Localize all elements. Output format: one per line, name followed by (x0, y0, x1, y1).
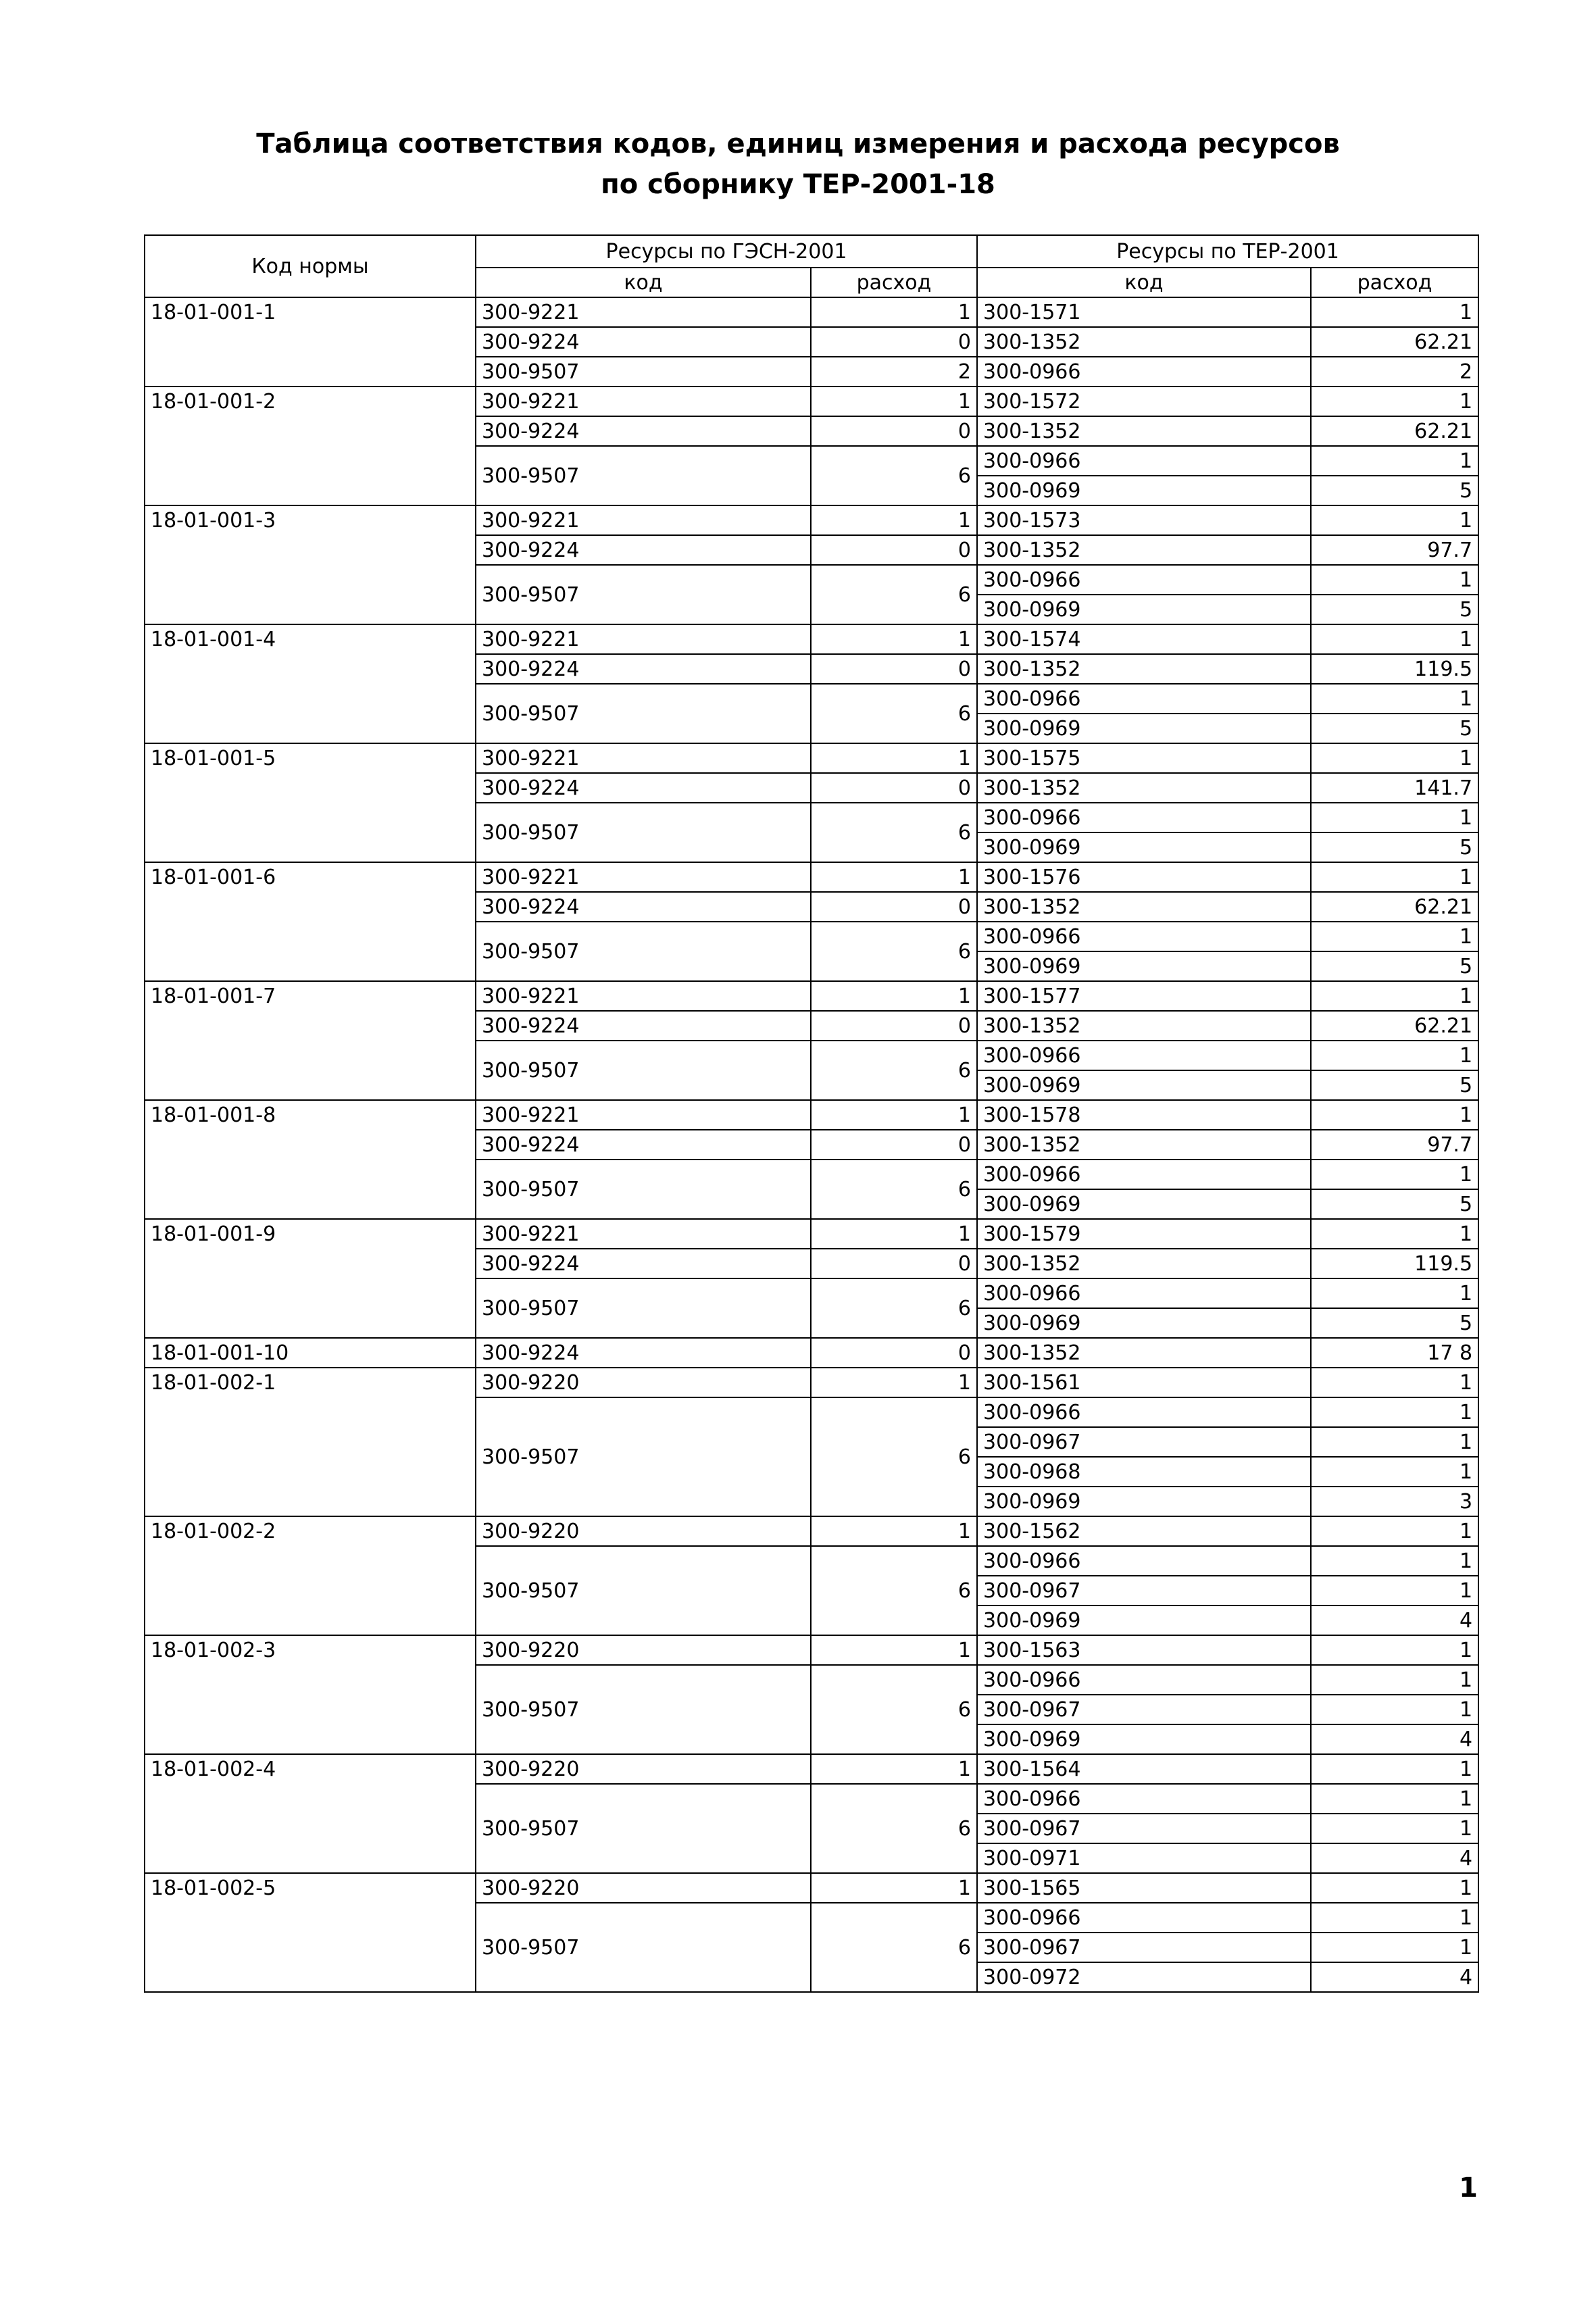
ter-amount-cell: 1 (1311, 1457, 1478, 1487)
ter-amount-cell: 1 (1311, 922, 1478, 951)
gesn-code-cell: 300-9507 (476, 922, 811, 981)
gesn-amount-cell: 1 (811, 297, 977, 327)
gesn-amount-cell: 6 (811, 1784, 977, 1873)
ter-code-cell: 300-0967 (977, 1933, 1311, 1962)
gesn-amount-cell: 1 (811, 505, 977, 535)
ter-amount-cell: 141.7 (1311, 773, 1478, 803)
ter-code-cell: 300-0966 (977, 1665, 1311, 1695)
ter-code-cell: 300-0966 (977, 803, 1311, 832)
header-row (145, 235, 1478, 268)
subheader-gesn-code: код (476, 268, 811, 297)
gesn-amount-cell: 1 (811, 743, 977, 773)
ter-code-cell: 300-1576 (977, 862, 1311, 892)
ter-code-cell: 300-1352 (977, 773, 1311, 803)
ter-amount-cell: 1 (1311, 297, 1478, 327)
gesn-code-cell: 300-9224 (476, 892, 811, 922)
gesn-amount-cell: 6 (811, 565, 977, 624)
gesn-code-cell: 300-9507 (476, 1278, 811, 1338)
ter-amount-cell: 1 (1311, 1576, 1478, 1605)
ter-code-cell: 300-0969 (977, 1070, 1311, 1100)
gesn-amount-cell: 1 (811, 981, 977, 1011)
ter-amount-cell: 62.21 (1311, 416, 1478, 446)
gesn-amount-cell: 1 (811, 1516, 977, 1546)
header-gesn: Ресурсы по ГЭСН-2001 (476, 235, 977, 268)
norm-code-cell: 18-01-001-3 (145, 505, 476, 624)
ter-code-cell: 300-0967 (977, 1427, 1311, 1457)
page-number: 1 (1459, 2172, 1478, 2204)
ter-amount-cell: 1 (1311, 1695, 1478, 1724)
gesn-amount-cell: 0 (811, 1011, 977, 1041)
gesn-code-cell: 300-9220 (476, 1635, 811, 1665)
gesn-code-cell: 300-9507 (476, 565, 811, 624)
gesn-code-cell: 300-9507 (476, 684, 811, 743)
gesn-amount-cell: 6 (811, 1041, 977, 1100)
ter-code-cell: 300-0969 (977, 951, 1311, 981)
ter-amount-cell: 1 (1311, 505, 1478, 535)
ter-amount-cell: 5 (1311, 1189, 1478, 1219)
table-row (145, 1219, 1478, 1249)
norm-code-cell: 18-01-001-10 (145, 1338, 476, 1368)
ter-code-cell: 300-0969 (977, 1308, 1311, 1338)
gesn-code-cell: 300-9221 (476, 387, 811, 416)
table-row (145, 1873, 1478, 1903)
norm-code-cell: 18-01-002-5 (145, 1873, 476, 1992)
gesn-code-cell: 300-9220 (476, 1368, 811, 1397)
ter-amount-cell: 1 (1311, 1427, 1478, 1457)
gesn-amount-cell: 6 (811, 1546, 977, 1635)
gesn-amount-cell: 1 (811, 1100, 977, 1130)
ter-amount-cell: 119.5 (1311, 654, 1478, 684)
gesn-amount-cell: 0 (811, 1130, 977, 1160)
page-subtitle: по сборнику ТЕР-2001-18 (601, 169, 995, 200)
ter-amount-cell: 1 (1311, 743, 1478, 773)
table-row (145, 1635, 1478, 1665)
gesn-amount-cell: 6 (811, 1160, 977, 1219)
ter-amount-cell: 4 (1311, 1962, 1478, 1992)
ter-code-cell: 300-0966 (977, 1546, 1311, 1576)
ter-amount-cell: 5 (1311, 951, 1478, 981)
header-ter: Ресурсы по ТЕР-2001 (977, 235, 1478, 268)
ter-amount-cell: 1 (1311, 1754, 1478, 1784)
gesn-amount-cell: 6 (811, 803, 977, 862)
ter-amount-cell: 4 (1311, 1843, 1478, 1873)
ter-code-cell: 300-0967 (977, 1814, 1311, 1843)
gesn-amount-cell: 2 (811, 357, 977, 387)
ter-code-cell: 300-1352 (977, 654, 1311, 684)
ter-code-cell: 300-0966 (977, 357, 1311, 387)
ter-code-cell: 300-0969 (977, 1605, 1311, 1635)
ter-amount-cell: 62.21 (1311, 892, 1478, 922)
ter-amount-cell: 5 (1311, 714, 1478, 743)
ter-amount-cell: 2 (1311, 357, 1478, 387)
norm-code-cell: 18-01-001-1 (145, 297, 476, 387)
ter-amount-cell: 1 (1311, 1278, 1478, 1308)
header-code: Код нормы (145, 235, 476, 297)
ter-amount-cell: 1 (1311, 624, 1478, 654)
ter-code-cell: 300-0966 (977, 565, 1311, 595)
gesn-amount-cell: 1 (811, 1368, 977, 1397)
ter-code-cell: 300-0966 (977, 1397, 1311, 1427)
gesn-code-cell: 300-9507 (476, 803, 811, 862)
ter-code-cell: 300-0966 (977, 922, 1311, 951)
norm-code-cell: 18-01-001-7 (145, 981, 476, 1100)
ter-code-cell: 300-0969 (977, 476, 1311, 505)
table-header (145, 235, 1478, 297)
ter-amount-cell: 62.21 (1311, 1011, 1478, 1041)
gesn-amount-cell: 1 (811, 862, 977, 892)
gesn-code-cell: 300-9507 (476, 1397, 811, 1516)
ter-code-cell: 300-0966 (977, 1278, 1311, 1308)
ter-amount-cell: 1 (1311, 1873, 1478, 1903)
page-title: Таблица соответствия кодов, единиц измерения и расхода ресурсов (256, 128, 1340, 159)
ter-amount-cell: 1 (1311, 387, 1478, 416)
norm-code-cell: 18-01-002-2 (145, 1516, 476, 1635)
ter-code-cell: 300-0966 (977, 684, 1311, 714)
ter-code-cell: 300-1561 (977, 1368, 1311, 1397)
ter-code-cell: 300-1575 (977, 743, 1311, 773)
ter-amount-cell: 119.5 (1311, 1249, 1478, 1278)
gesn-amount-cell: 6 (811, 1278, 977, 1338)
ter-amount-cell: 5 (1311, 1070, 1478, 1100)
gesn-amount-cell: 6 (811, 1665, 977, 1754)
table-row (145, 624, 1478, 654)
ter-amount-cell: 1 (1311, 684, 1478, 714)
gesn-amount-cell: 0 (811, 773, 977, 803)
gesn-code-cell: 300-9221 (476, 624, 811, 654)
ter-code-cell: 300-0969 (977, 832, 1311, 862)
ter-code-cell: 300-1578 (977, 1100, 1311, 1130)
ter-code-cell: 300-1565 (977, 1873, 1311, 1903)
ter-code-cell: 300-0972 (977, 1962, 1311, 1992)
ter-amount-cell: 1 (1311, 1933, 1478, 1962)
ter-code-cell: 300-1577 (977, 981, 1311, 1011)
gesn-amount-cell: 1 (811, 624, 977, 654)
ter-code-cell: 300-0966 (977, 1784, 1311, 1814)
table-row (145, 387, 1478, 416)
gesn-amount-cell: 6 (811, 446, 977, 505)
subheader-ter-code: код (977, 268, 1311, 297)
ter-code-cell: 300-1352 (977, 327, 1311, 357)
ter-code-cell: 300-1352 (977, 416, 1311, 446)
gesn-code-cell: 300-9221 (476, 862, 811, 892)
ter-amount-cell: 1 (1311, 565, 1478, 595)
ter-code-cell: 300-1562 (977, 1516, 1311, 1546)
ter-amount-cell: 1 (1311, 446, 1478, 476)
ter-amount-cell: 5 (1311, 476, 1478, 505)
ter-code-cell: 300-0967 (977, 1576, 1311, 1605)
ter-amount-cell: 1 (1311, 981, 1478, 1011)
table-row (145, 1368, 1478, 1397)
gesn-code-cell: 300-9507 (476, 1041, 811, 1100)
gesn-code-cell: 300-9224 (476, 416, 811, 446)
table-row (145, 1754, 1478, 1784)
norm-code-cell: 18-01-001-6 (145, 862, 476, 981)
ter-amount-cell: 1 (1311, 1665, 1478, 1695)
table-row (145, 1338, 1478, 1368)
gesn-code-cell: 300-9224 (476, 654, 811, 684)
ter-code-cell: 300-0969 (977, 714, 1311, 743)
ter-code-cell: 300-0967 (977, 1695, 1311, 1724)
ter-code-cell: 300-1352 (977, 1130, 1311, 1160)
gesn-code-cell: 300-9220 (476, 1873, 811, 1903)
gesn-code-cell: 300-9507 (476, 357, 811, 387)
norm-code-cell: 18-01-002-3 (145, 1635, 476, 1754)
gesn-code-cell: 300-9224 (476, 1011, 811, 1041)
ter-amount-cell: 1 (1311, 1041, 1478, 1070)
gesn-code-cell: 300-9507 (476, 446, 811, 505)
ter-amount-cell: 97.7 (1311, 535, 1478, 565)
ter-amount-cell: 1 (1311, 1814, 1478, 1843)
ter-amount-cell: 1 (1311, 862, 1478, 892)
gesn-code-cell: 300-9221 (476, 743, 811, 773)
table-row (145, 862, 1478, 892)
ter-amount-cell: 5 (1311, 832, 1478, 862)
gesn-amount-cell: 0 (811, 654, 977, 684)
gesn-amount-cell: 0 (811, 327, 977, 357)
ter-code-cell: 300-1573 (977, 505, 1311, 535)
gesn-code-cell: 300-9221 (476, 505, 811, 535)
table-row (145, 981, 1478, 1011)
gesn-amount-cell: 1 (811, 1219, 977, 1249)
gesn-amount-cell: 0 (811, 1249, 977, 1278)
gesn-amount-cell: 1 (811, 1754, 977, 1784)
gesn-code-cell: 300-9221 (476, 1100, 811, 1130)
ter-amount-cell: 1 (1311, 1397, 1478, 1427)
gesn-code-cell: 300-9220 (476, 1754, 811, 1784)
gesn-amount-cell: 0 (811, 416, 977, 446)
ter-code-cell: 300-0966 (977, 1160, 1311, 1189)
ter-code-cell: 300-1572 (977, 387, 1311, 416)
ter-amount-cell: 1 (1311, 1160, 1478, 1189)
gesn-code-cell: 300-9221 (476, 1219, 811, 1249)
ter-amount-cell: 1 (1311, 1219, 1478, 1249)
ter-amount-cell: 62.21 (1311, 327, 1478, 357)
ter-code-cell: 300-1352 (977, 1011, 1311, 1041)
ter-code-cell: 300-1352 (977, 892, 1311, 922)
ter-code-cell: 300-1579 (977, 1219, 1311, 1249)
table-row (145, 1100, 1478, 1130)
norm-code-cell: 18-01-001-8 (145, 1100, 476, 1219)
ter-code-cell: 300-1571 (977, 297, 1311, 327)
gesn-amount-cell: 1 (811, 1873, 977, 1903)
gesn-code-cell: 300-9507 (476, 1546, 811, 1635)
table-row (145, 505, 1478, 535)
gesn-code-cell: 300-9224 (476, 327, 811, 357)
table-row (145, 1516, 1478, 1546)
ter-amount-cell: 1 (1311, 1784, 1478, 1814)
gesn-code-cell: 300-9224 (476, 773, 811, 803)
gesn-code-cell: 300-9507 (476, 1665, 811, 1754)
gesn-code-cell: 300-9507 (476, 1160, 811, 1219)
norm-code-cell: 18-01-002-1 (145, 1368, 476, 1516)
gesn-amount-cell: 6 (811, 922, 977, 981)
gesn-code-cell: 300-9221 (476, 297, 811, 327)
resource-correspondence-table (144, 234, 1479, 1993)
norm-code-cell: 18-01-001-2 (145, 387, 476, 505)
gesn-amount-cell: 6 (811, 1397, 977, 1516)
ter-amount-cell: 5 (1311, 595, 1478, 624)
gesn-code-cell: 300-9224 (476, 1249, 811, 1278)
gesn-amount-cell: 0 (811, 892, 977, 922)
ter-code-cell: 300-0969 (977, 1189, 1311, 1219)
ter-amount-cell: 4 (1311, 1605, 1478, 1635)
gesn-amount-cell: 0 (811, 1338, 977, 1368)
ter-amount-cell: 97.7 (1311, 1130, 1478, 1160)
subheader-gesn-amount: расход (811, 268, 977, 297)
gesn-amount-cell: 6 (811, 1903, 977, 1992)
ter-code-cell: 300-0969 (977, 1487, 1311, 1516)
ter-amount-cell: 3 (1311, 1487, 1478, 1516)
ter-amount-cell: 1 (1311, 1100, 1478, 1130)
ter-code-cell: 300-0966 (977, 446, 1311, 476)
ter-code-cell: 300-1352 (977, 1249, 1311, 1278)
ter-code-cell: 300-0969 (977, 1724, 1311, 1754)
ter-code-cell: 300-1574 (977, 624, 1311, 654)
table-row (145, 297, 1478, 327)
ter-code-cell: 300-0968 (977, 1457, 1311, 1487)
ter-code-cell: 300-1352 (977, 535, 1311, 565)
ter-code-cell: 300-0966 (977, 1903, 1311, 1933)
ter-code-cell: 300-1564 (977, 1754, 1311, 1784)
ter-amount-cell: 1 (1311, 803, 1478, 832)
norm-code-cell: 18-01-001-4 (145, 624, 476, 743)
norm-code-cell: 18-01-001-9 (145, 1219, 476, 1338)
gesn-code-cell: 300-9507 (476, 1903, 811, 1992)
ter-code-cell: 300-0966 (977, 1041, 1311, 1070)
gesn-code-cell: 300-9507 (476, 1784, 811, 1873)
gesn-amount-cell: 1 (811, 387, 977, 416)
table-body (145, 297, 1478, 1992)
ter-amount-cell: 4 (1311, 1724, 1478, 1754)
table-row (145, 743, 1478, 773)
ter-amount-cell: 5 (1311, 1308, 1478, 1338)
ter-code-cell: 300-1563 (977, 1635, 1311, 1665)
ter-code-cell: 300-1352 (977, 1338, 1311, 1368)
ter-code-cell: 300-0971 (977, 1843, 1311, 1873)
gesn-code-cell: 300-9221 (476, 981, 811, 1011)
ter-amount-cell: 17 8 (1311, 1338, 1478, 1368)
ter-amount-cell: 1 (1311, 1516, 1478, 1546)
ter-amount-cell: 1 (1311, 1546, 1478, 1576)
ter-code-cell: 300-0969 (977, 595, 1311, 624)
ter-amount-cell: 1 (1311, 1368, 1478, 1397)
ter-amount-cell: 1 (1311, 1635, 1478, 1665)
ter-amount-cell: 1 (1311, 1903, 1478, 1933)
norm-code-cell: 18-01-002-4 (145, 1754, 476, 1873)
gesn-amount-cell: 1 (811, 1635, 977, 1665)
gesn-amount-cell: 6 (811, 684, 977, 743)
gesn-code-cell: 300-9220 (476, 1516, 811, 1546)
subheader-ter-amount: расход (1311, 268, 1478, 297)
gesn-code-cell: 300-9224 (476, 1130, 811, 1160)
gesn-code-cell: 300-9224 (476, 535, 811, 565)
gesn-code-cell: 300-9224 (476, 1338, 811, 1368)
norm-code-cell: 18-01-001-5 (145, 743, 476, 862)
gesn-amount-cell: 0 (811, 535, 977, 565)
